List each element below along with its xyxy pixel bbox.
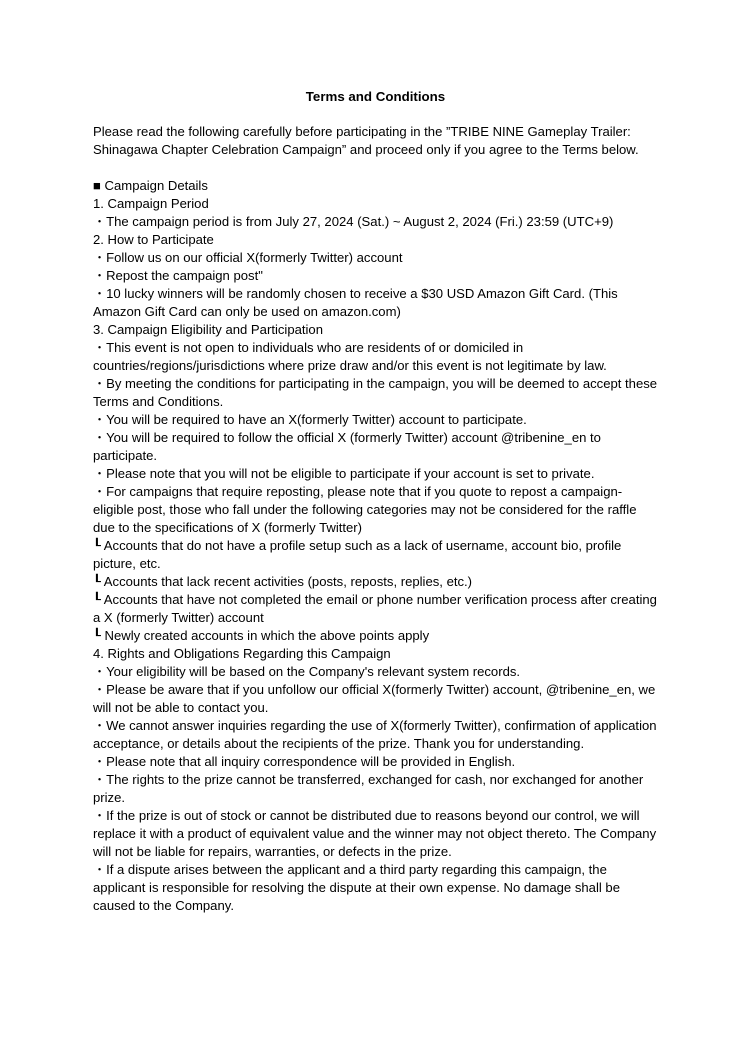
list-item: ・Repost the campaign post" bbox=[93, 268, 263, 283]
list-item: ・This event is not open to individuals who are residents of or domiciled in countries/regions/jurisdictions where prize draw and/or this event is not legitimate by law. bbox=[93, 340, 607, 373]
subsection-heading: 1. Campaign Period bbox=[93, 196, 209, 211]
list-item: ・10 lucky winners will be randomly chosen to receive a $30 USD Amazon Gift Card. (This Amazon Gift Card can only be used on amazon.com) bbox=[93, 286, 618, 319]
document-page bbox=[93, 88, 658, 915]
list-item: ・For campaigns that require reposting, please note that if you quote to repost a campaign-eligible post, those who fall under the following categories may not be considered for the raffle due to the specifications of X (formerly Twitter) bbox=[93, 484, 637, 535]
subsection-heading: 4. Rights and Obligations Regarding this Campaign bbox=[93, 646, 391, 661]
section-heading: ■ Campaign Details bbox=[93, 178, 208, 193]
paragraph-spacer bbox=[93, 159, 658, 177]
list-item: ・Please note that all inquiry correspondence will be provided in English. bbox=[93, 754, 516, 769]
list-item: ・You will be required to follow the official X (formerly Twitter) account @tribenine_en to participate. bbox=[93, 430, 601, 463]
list-item: ・The campaign period is from July 27, 2024 (Sat.) ~ August 2, 2024 (Fri.) 23:59 (UTC+9) bbox=[93, 214, 614, 229]
page-title: Terms and Conditions bbox=[305, 89, 446, 104]
list-item: ・Your eligibility will be based on the Company's relevant system records. bbox=[93, 664, 521, 679]
list-item: ・You will be required to have an X(formerly Twitter) account to participate. bbox=[93, 412, 527, 427]
sub-list-item: ┖ Accounts that lack recent activities (posts, reposts, replies, etc.) bbox=[93, 574, 473, 589]
sub-list-item: ┖ Accounts that do not have a profile setup such as a lack of username, account bio, profile picture, etc. bbox=[93, 538, 622, 571]
sub-list-item: ┖ Newly created accounts in which the above points apply bbox=[93, 628, 430, 643]
subsection-heading: 2. How to Participate bbox=[93, 232, 214, 247]
subsection-heading: 3. Campaign Eligibility and Participation bbox=[93, 322, 323, 337]
list-item: ・We cannot answer inquiries regarding the use of X(formerly Twitter), confirmation of application acceptance, or details about the recipients of the prize. Thank you for understanding. bbox=[93, 718, 657, 751]
list-item: ・If a dispute arises between the applicant and a third party regarding this campaign, the applicant is responsible for resolving the dispute at their own expense. No damage shall be caused to the Company. bbox=[93, 862, 620, 913]
list-item: ・Follow us on our official X(formerly Twitter) account bbox=[93, 250, 403, 265]
intro-paragraph: Please read the following carefully before participating in the ”TRIBE NINE Gameplay Trailer: Shinagawa Chapter Celebration Campaign” and proceed only if you agree to the Terms below. bbox=[93, 124, 639, 157]
list-item: ・Please be aware that if you unfollow our official X(formerly Twitter) account, @tribenine_en, we will not be able to contact you. bbox=[93, 682, 656, 715]
list-item: ・The rights to the prize cannot be transferred, exchanged for cash, nor exchanged for another prize. bbox=[93, 772, 644, 805]
list-item: ・Please note that you will not be eligible to participate if your account is set to private. bbox=[93, 466, 595, 481]
list-item: ・By meeting the conditions for participating in the campaign, you will be deemed to accept these Terms and Conditions. bbox=[93, 376, 658, 409]
sub-list-item: ┖ Accounts that have not completed the email or phone number verification process after creating a X (formerly Twitter) account bbox=[93, 592, 657, 625]
list-item: ・If the prize is out of stock or cannot be distributed due to reasons beyond our control, we will replace it with a product of equivalent value and the winner may not object thereto. The Company will not be liable for repairs, warranties, or defects in the prize. bbox=[93, 808, 657, 859]
